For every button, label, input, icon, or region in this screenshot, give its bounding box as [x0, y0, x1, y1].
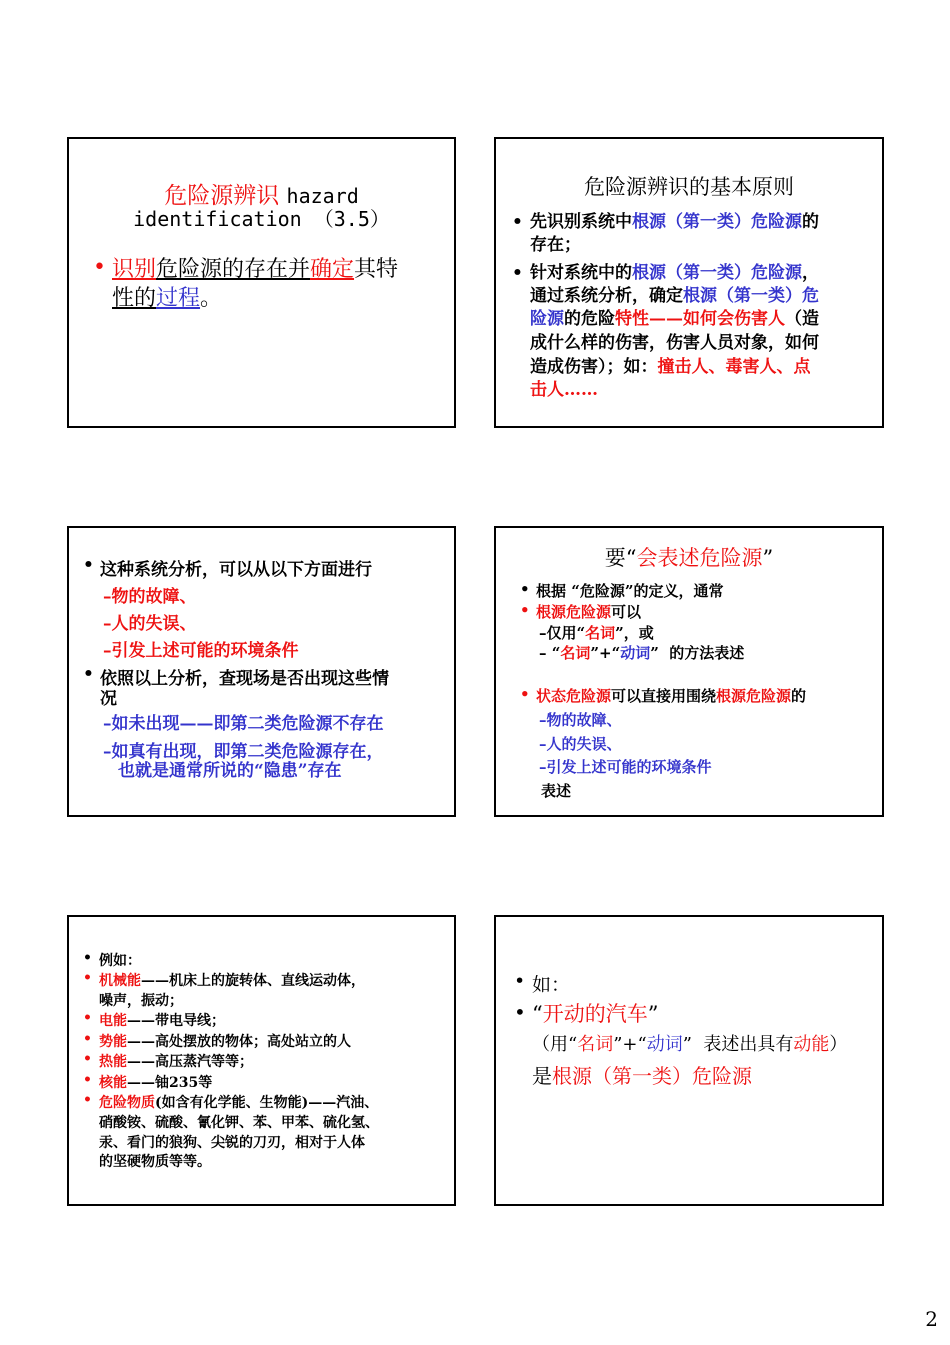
- slide-2-p2a: 针对系统中的: [530, 263, 632, 283]
- slide-2-p1-root-source: 根源（第一类）危险源: [632, 212, 802, 232]
- slide-2-p2g: 的危险: [564, 309, 615, 329]
- slide-2-p2-line3: [530, 308, 819, 331]
- slide-5: [67, 915, 456, 1206]
- slide-5-bullet-6: •: [83, 1092, 92, 1108]
- slide-1-period: 。: [200, 286, 223, 311]
- slide-5-r3b: ——高处摆放的物体；高处站立的人: [127, 1034, 351, 1050]
- slide-1-process: 过程: [156, 286, 201, 311]
- slide-5-row5: [99, 1072, 212, 1092]
- slide-2-p2d: 通过系统分析，确定: [530, 286, 683, 306]
- slide-5-row6: [99, 1092, 378, 1112]
- slide-4-l3b: 可以直接用围绕: [611, 687, 717, 705]
- slide-2-p2-line1: [530, 262, 819, 285]
- slide-2-p2f: 险源: [530, 309, 564, 329]
- slide-1-title-num: （3.5）: [313, 207, 390, 231]
- slide-5-potential: 势能: [99, 1034, 127, 1050]
- slide-4-l3d: 的: [791, 687, 807, 705]
- slide-6-l3e: ” 表述出具有: [682, 1034, 794, 1055]
- slide-3-line1: 这种系统分析，可以从以下方面进行: [100, 560, 372, 580]
- slide-2-bullet-2: •: [512, 263, 523, 283]
- slide-1-identify: 识别: [112, 257, 157, 282]
- slide-5-mechanical: 机械能: [99, 973, 141, 989]
- slide-4-s2e: ” 的方法表述: [650, 644, 745, 662]
- slide-5-hazardous-substances: 危险物质: [99, 1095, 155, 1111]
- slide-5-bullet-0: •: [83, 950, 92, 966]
- slide-4-l2b: 可以: [611, 603, 642, 621]
- slide-2-p2k: 造成伤害）；如：: [530, 357, 658, 377]
- slide-4-l3-root-source: 根源危险源: [716, 687, 792, 705]
- slide-2-p1-line2: 存在；: [530, 235, 581, 255]
- slide-6-root-source: 根源（第一类）危险源: [552, 1064, 752, 1088]
- slide-6-line2: [532, 998, 659, 1028]
- slide-4-title-a: 要“: [604, 546, 637, 570]
- slide-5-r6b: (如含有化学能、生物能)——汽油、: [155, 1095, 379, 1111]
- slide-6-line3: [532, 1030, 847, 1056]
- slide-5-row3: [99, 1031, 351, 1051]
- slide-4-line4: 表述: [541, 782, 572, 800]
- slide-1-body-line1: [112, 252, 398, 283]
- slide-6-verb: 动词: [646, 1034, 683, 1055]
- slide-5-row4: [99, 1051, 253, 1071]
- slide-6-moving-car: 开动的汽车: [542, 1002, 648, 1026]
- slide-4-s1a: –仅用“: [539, 624, 586, 642]
- slide-2-p1-line1: [530, 211, 819, 234]
- slide-4-sub2: [539, 642, 744, 663]
- slide-6-noun: 名词: [577, 1034, 614, 1055]
- slide-4-title: [496, 542, 882, 572]
- slide-2: [494, 137, 884, 428]
- slide-4-line2: [536, 601, 641, 622]
- slide-5-row1: [99, 970, 365, 990]
- slide-2-p2-line4: 成什么样的伤害，伤害人员对象，如何: [530, 333, 819, 353]
- slide-3-sub1: –物的故障、: [103, 587, 197, 607]
- slide-2-title: 危险源辨识的基本原则: [584, 175, 794, 199]
- slide-2-p2-examples: 撞击人、毒害人、点: [657, 357, 811, 377]
- slide-5-r1b: ——机床上的旋转体、直线运动体，: [141, 973, 365, 989]
- slide-4-state-source: 状态危险源: [536, 687, 612, 705]
- slide-2-p2-line2: [530, 285, 819, 308]
- slide-1-text-b: 其特: [354, 257, 399, 282]
- slide-4-sub4: –人的失误、: [539, 735, 622, 753]
- slide-6-l2c: ”: [647, 1002, 659, 1026]
- slide-1-determine: 确定: [310, 257, 355, 282]
- slide-3-bullet-1: •: [83, 555, 94, 575]
- slide-5-bullet-2: •: [83, 1010, 92, 1026]
- slide-4-s1-noun: 名词: [585, 624, 616, 642]
- page-number: 2: [925, 1307, 938, 1331]
- slide-4-bullet-1: •: [520, 580, 530, 598]
- slide-1-body-line2: [112, 281, 222, 312]
- slide-3-bullet-2: •: [83, 664, 94, 684]
- slide-5-row6e: 的坚硬物质等等。: [99, 1154, 211, 1170]
- slide-4-s2a: – “: [539, 644, 561, 662]
- slide-3-line2a: 依照以上分析，查现场是否出现这些情: [100, 669, 389, 689]
- slide-6-kinetic-energy: 动能: [793, 1034, 830, 1055]
- slide-4-title-b: 会表述危险源: [636, 546, 763, 570]
- slide-2-p2-root-source-2: 根源（第一类）危: [683, 286, 819, 306]
- slide-6-bullet-2: •: [514, 1000, 526, 1024]
- slide-3-line2b: 况: [100, 689, 117, 709]
- slide-4-root-source: 根源危险源: [536, 603, 612, 621]
- slide-4-bullet-3: •: [520, 685, 530, 703]
- slide-6: [494, 915, 884, 1206]
- slide-2-p2c: ，: [802, 263, 819, 283]
- slide-5-r4b: ——高压蒸汽等等；: [127, 1054, 253, 1070]
- slide-2-bullet-1: •: [512, 212, 523, 232]
- slide-4-s2-verb: 动词: [620, 644, 651, 662]
- slide-6-line4: [532, 1060, 752, 1089]
- slide-3-sub5a: –如真有出现，即第二类危险源存在，: [103, 742, 384, 762]
- slide-5-row6d: 汞、看门的狼狗、尖锐的刀刃，相对于人体: [99, 1135, 365, 1151]
- slide-1-title-en2: identification: [133, 207, 302, 231]
- slide-5-row2: [99, 1010, 225, 1030]
- slide-4-s2c: ”+“: [590, 644, 621, 662]
- slide-5-bullet-4: •: [83, 1051, 92, 1067]
- slide-3-sub3: –引发上述可能的环境条件: [103, 641, 299, 661]
- slide-1-bullet: •: [93, 255, 106, 280]
- slide-4-sub5: –引发上述可能的环境条件: [539, 758, 712, 776]
- slide-5-intro: 例如：: [99, 953, 141, 969]
- slide-2-p2i: （造: [785, 309, 819, 329]
- slide-2-p1a: 先识别系统中: [530, 212, 632, 232]
- slide-2-p2-root-source: 根源（第一类）危险源: [632, 263, 802, 283]
- slide-6-l3g: ）: [829, 1034, 848, 1055]
- slide-3-sub5b: 也就是通常所说的“隐患”存在: [118, 761, 342, 781]
- slide-6-l4a: 是: [532, 1064, 552, 1088]
- slide-4-sub3: –物的故障、: [539, 711, 622, 729]
- slide-4-line1: 根据 “危险源”的定义，通常: [536, 582, 724, 600]
- slide-6-bullet-1: •: [514, 970, 526, 992]
- slide-5-bullet-1: •: [83, 970, 92, 986]
- slide-5-r5b: ——铀235等: [127, 1075, 213, 1091]
- slide-4: [494, 526, 884, 817]
- slide-1-title-cn: 危险源辨识: [164, 183, 280, 209]
- slide-5-electric: 电能: [99, 1013, 127, 1029]
- slide-6-l3a: （用“: [532, 1034, 578, 1055]
- slide-4-bullet-2: •: [520, 601, 530, 619]
- slide-5-bullet-3: •: [83, 1031, 92, 1047]
- slide-3-sub4: –如未出现——即第二类危险源不存在: [103, 714, 384, 734]
- slide-5-row6c: 硝酸铵、硫酸、氰化钾、苯、甲苯、硫化氢、: [99, 1115, 379, 1131]
- slide-1-title-line2: [69, 203, 454, 232]
- slide-6-l2a: “: [532, 1002, 543, 1026]
- slide-2-p1c: 的: [802, 212, 819, 232]
- slide-2-p2-line6: 击人……: [530, 380, 598, 400]
- slide-4-line3: [536, 685, 806, 706]
- slide-2-p2-line5: [530, 356, 811, 379]
- slide-1: [67, 137, 456, 428]
- slide-4-title-c: ”: [762, 546, 774, 570]
- slide-1-title-en1: hazard: [286, 184, 359, 208]
- slide-6-l3c: ”+“: [613, 1034, 647, 1055]
- slide-4-s1c: ”，或: [615, 624, 654, 642]
- slide-5-thermal: 热能: [99, 1054, 127, 1070]
- slide-1-text-a: 危险源的存在并: [156, 257, 311, 282]
- slide-5-bullet-5: •: [83, 1072, 92, 1088]
- slide-6-line1: 如：: [532, 974, 571, 996]
- slide-4-s2-noun: 名词: [560, 644, 591, 662]
- slide-1-text-c: 性的: [112, 286, 157, 311]
- slide-5-row1b: 噪声，振动；: [99, 993, 183, 1009]
- slide-3: [67, 526, 456, 817]
- slide-2-p2-characteristic: 特性——如何会伤害人: [615, 309, 785, 329]
- slide-5-r2b: ——带电导线；: [127, 1013, 225, 1029]
- slide-5-nuclear: 核能: [99, 1075, 127, 1091]
- slide-4-sub1: [539, 622, 654, 643]
- slide-3-sub2: –人的失误、: [103, 614, 197, 634]
